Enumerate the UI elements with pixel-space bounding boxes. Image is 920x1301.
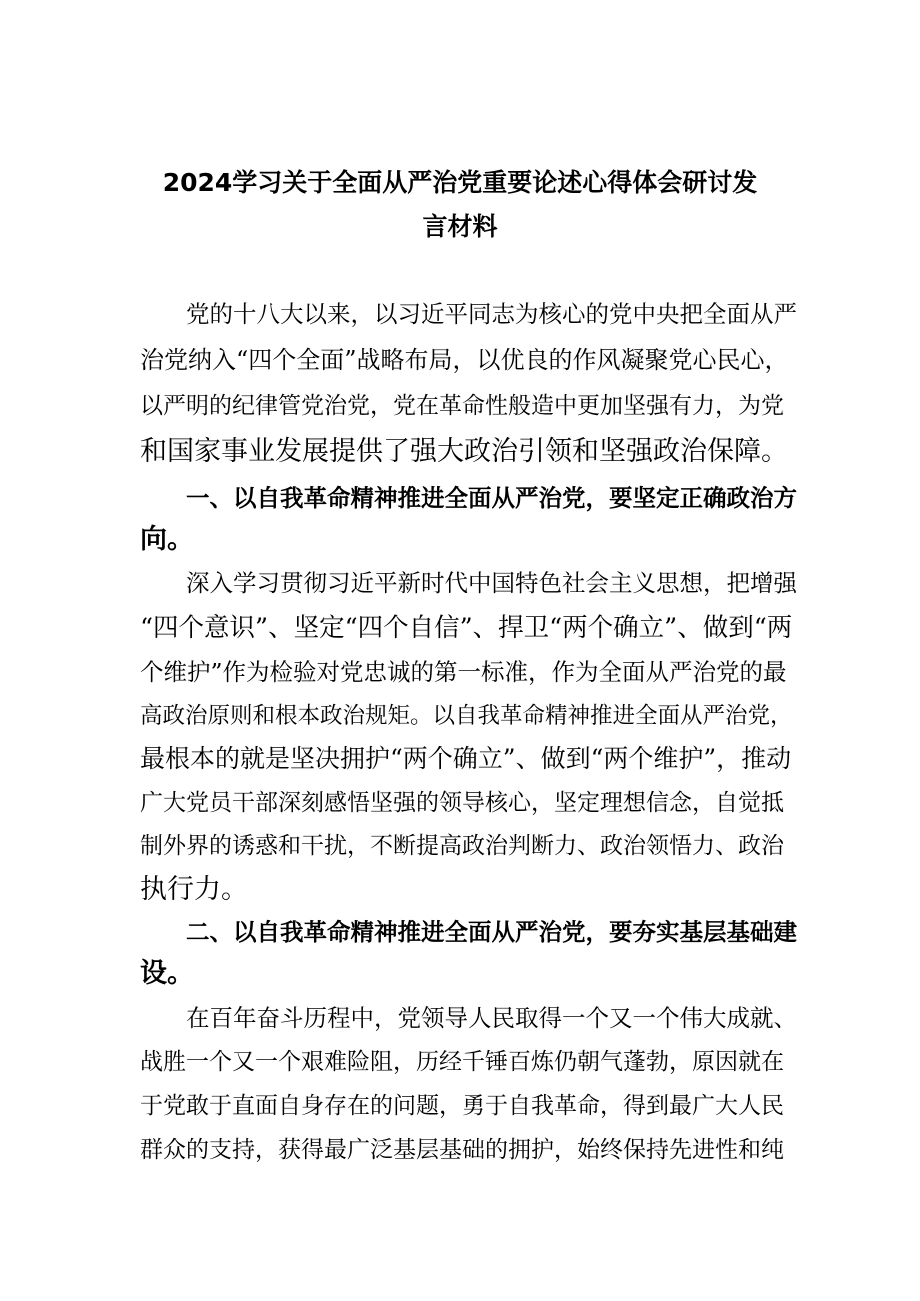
intro-paragraph-line: 以严明的纪律管党治党，党在革命性般造中更加坚强有力，为党 — [140, 393, 784, 419]
section-1-paragraph-line: “四个意识”、坚定“四个自信”、捍卫“两个确立”、做到“两 — [140, 613, 793, 643]
section-heading-1-line: 一、以自我革命精神推进全面从严治党，要坚定正确政治方 — [186, 484, 797, 512]
section-2-paragraph-line: 于党敢于直面自身存在的问题，勇于自我革命，得到最广大人民 — [140, 1093, 784, 1119]
section-2-paragraph-line: 群众的支持，获得最广泛基层基础的拥护，始终保持先进性和纯 — [140, 1137, 784, 1163]
section-2-paragraph-line: 在百年奋斗历程中，党领导人民取得一个又一个伟大成就、 — [186, 1004, 797, 1032]
section-1-paragraph-line: 制外界的诱惑和干扰，不断提高政治判断力、政治领悟力、政治 — [140, 833, 784, 859]
document-title-line-2: 言材料 — [422, 212, 498, 241]
section-1-paragraph-line: 广大党员干部深刻感悟坚强的领导核心，坚定理想信念，自觉抵 — [140, 790, 784, 816]
section-1-paragraph-line: 高政治原则和根本政治规矩。以自我革命精神推进全面从严治党， — [140, 703, 793, 729]
section-heading-2-line: 设。 — [140, 958, 194, 989]
section-1-paragraph-line: 执行力。 — [140, 874, 248, 905]
intro-paragraph-line: 和国家事业发展提供了强大政治引领和坚强政治保障。 — [140, 436, 788, 467]
document-title-line-1: 2024学习关于全面从严治党重要论述心得体会研讨发 — [162, 168, 758, 197]
section-1-paragraph-line: 个维护”作为检验对党忠诚的第一标准，作为全面从严治党的最 — [140, 658, 787, 686]
section-heading-2-line: 二、以自我革命精神推进全面从严治党，要夯实基层基础建 — [186, 918, 797, 946]
intro-paragraph-line: 治党纳入“四个全面”战略布局，以优良的作风凝聚党心民心， — [140, 346, 789, 374]
intro-paragraph-line: 党的十八大以来，以习近平同志为核心的党中央把全面从严 — [186, 300, 797, 328]
section-2-paragraph-line: 战胜一个又一个艰难险阻，历经千锤百炼仍朝气蓬勃，原因就在 — [140, 1049, 784, 1075]
section-1-paragraph-line: 深入学习贯彻习近平新时代中国特色社会主义思想，把增强 — [186, 569, 797, 597]
section-heading-1-line: 向。 — [140, 524, 194, 555]
section-1-paragraph-line: 最根本的就是坚决拥护“两个确立”、做到“两个维护”，推动 — [140, 744, 792, 773]
